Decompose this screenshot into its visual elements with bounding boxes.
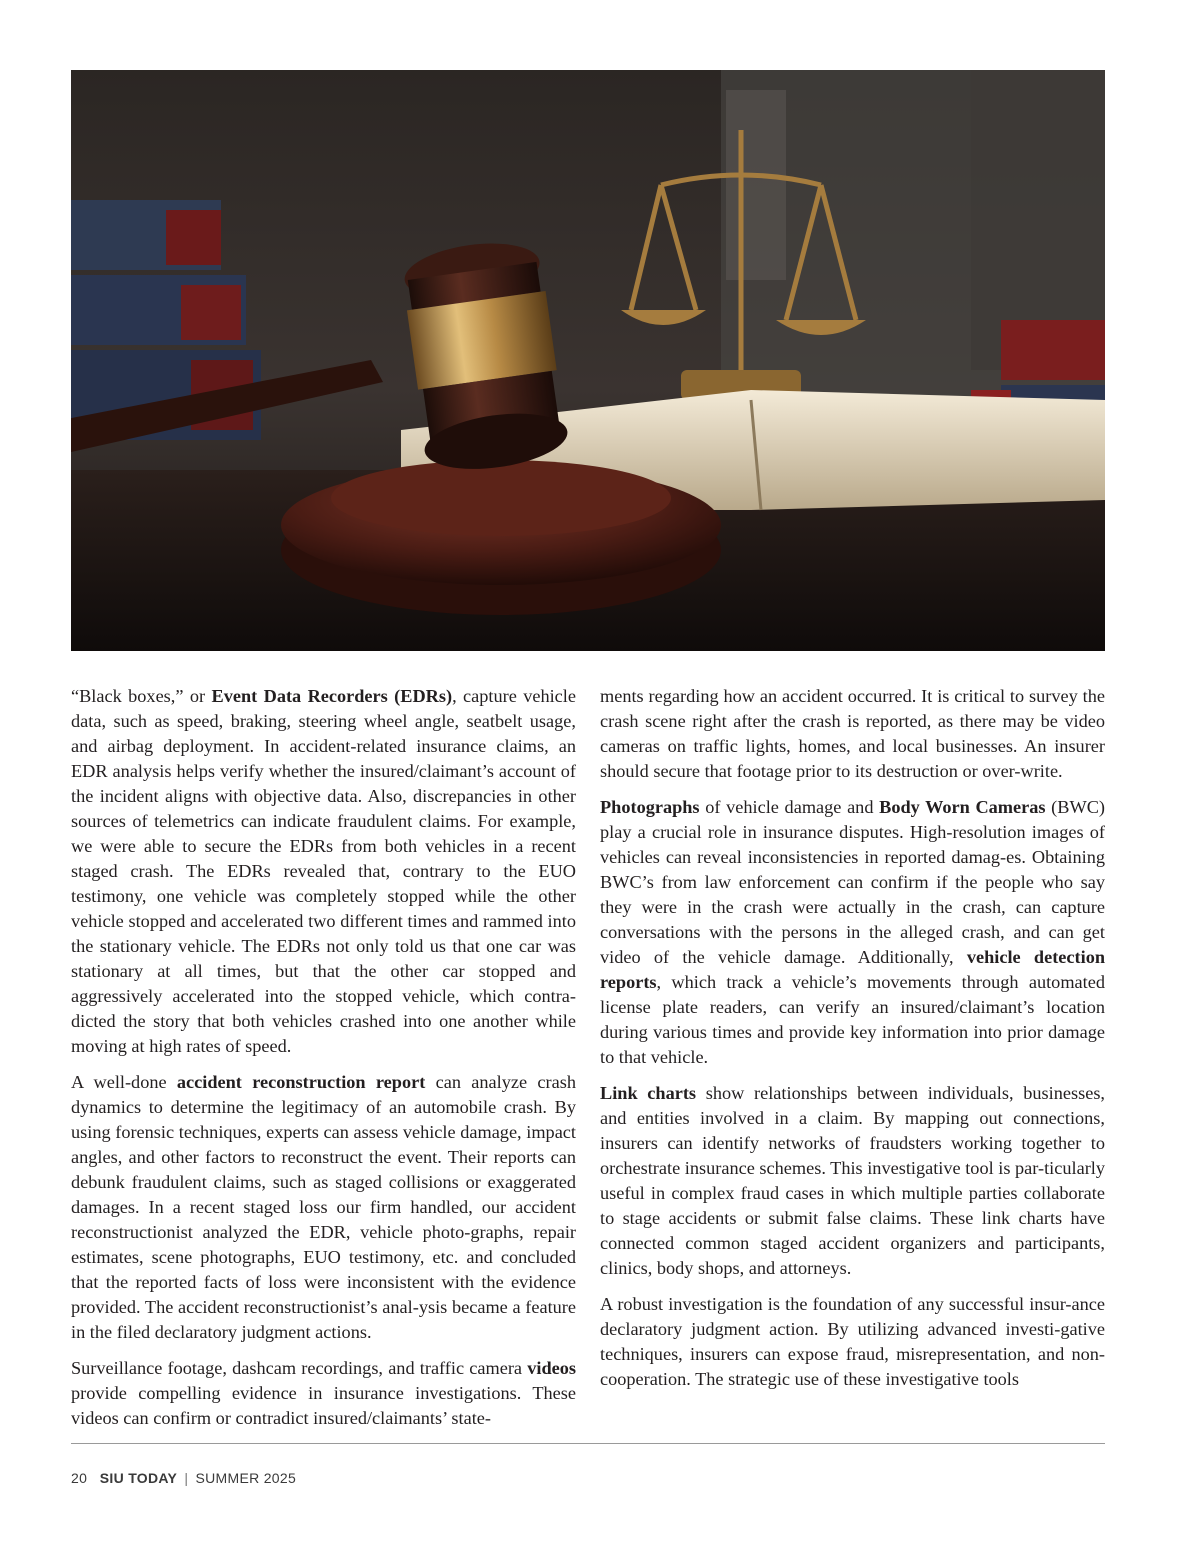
paragraph-conclusion: A robust investigation is the foundation of any successful insur-ance declaratory judgment action. By utilizing advanced investi-gative techniques, insurers can expose fraud, misrepresentation, and non-cooperation. The strategic use of these investigative tools xyxy=(600,1294,1105,1389)
paragraph-text: can analyze crash dynamics to determine the legitimacy of an automobile crash. By using forensic techniques, experts can assess vehicle damage, impact angles, and other factors to reconstruct the event. Their reports can debunk fraudulent claims, such as staged collisions or exaggerated damages. In a recent staged loss our firm handled, our accident reconstructionist analyzed the EDR, vehicle photo-graphs, repair estimates, scene photographs, EUO testimony, etc. and concluded that the reported facts of loss were inconsistent with the evidence provided. The accident reconstructionist’s anal-ysis became a feature in the filed declaratory judgment actions. xyxy=(71,1072,576,1342)
paragraph-video-continued: ments regarding how an accident occurred. It is critical to survey the crash scene right after the crash is reported, as there may be video cameras on traffic lights, homes, and local businesses. An insurer should secure that footage prior to its destruction or over-write. xyxy=(600,686,1105,781)
paragraph-text: of vehicle damage and xyxy=(699,797,880,817)
publication-name: SIU TODAY xyxy=(99,1470,178,1486)
paragraph-text: “Black boxes,” or xyxy=(71,686,212,706)
paragraph-videos xyxy=(71,1356,576,1431)
paragraph-text: (BWC) play a crucial role in insurance disputes. High-resolution images of vehicles can reveal inconsistencies in reported damag-es. Obtaining BWC’s from law enforcement can confirm if the people who say they were in the crash were actually in the crash, can capture conversations with the persons in the alleged crash, and can get video of the vehicle damage. Additionally, xyxy=(600,797,1105,967)
gavel-and-scales-photo-icon xyxy=(71,70,1105,651)
bold-term: Body Worn Cameras xyxy=(879,797,1046,817)
paragraph-accident-reconstruction xyxy=(71,1070,576,1345)
page-number: 20 xyxy=(71,1470,88,1486)
paragraph-text: A well-done xyxy=(71,1072,177,1092)
bold-term: Event Data Recorders (EDRs) xyxy=(211,686,453,706)
bold-term: Photographs xyxy=(600,797,700,817)
bold-term: Link charts xyxy=(600,1083,697,1103)
page-footer xyxy=(71,1470,296,1486)
footer-separator: | xyxy=(184,1470,189,1486)
issue-date: SUMMER 2025 xyxy=(195,1470,297,1486)
paragraph-link-charts xyxy=(600,1081,1105,1281)
footer-divider xyxy=(71,1443,1105,1444)
bold-term: videos xyxy=(527,1358,576,1378)
paragraph-text: , which track a vehicle’s movements through automated license plate readers, can verify an insured/claimant’s location during various times and provide key information into prior damage to that vehicle. xyxy=(600,972,1105,1067)
paragraph-photographs xyxy=(600,795,1105,1070)
paragraph-text: , capture vehicle data, such as speed, braking, steering wheel angle, seatbelt usage, and airbag deployment. In accident-related insurance claims, an EDR analysis helps verify whether the insured/claimant’s account of the incident aligns with objective data. Also, discrepancies in other sources of telemetrics can indicate fraudulent claims. For example, we were able to secure the EDRs from both vehicles in a recent staged crash. The EDRs revealed that, contrary to the EUO testimony, one vehicle was completely stopped while the other vehicle stopped and accelerated two different times and rammed into the stationary vehicle. The EDRs not only told us that one car was stationary at all times, but that the other car stopped and aggressively accelerated into the stopped vehicle, which contra-dicted the story that both vehicles crashed into one another while moving at high rates of speed. xyxy=(71,686,576,1056)
paragraph-text: Surveillance footage, dashcam recordings, and traffic camera xyxy=(71,1358,528,1378)
right-column xyxy=(600,684,1105,1403)
hero-image xyxy=(71,70,1105,651)
paragraph-edrs xyxy=(71,684,576,1059)
bold-term: vehicle detection reports xyxy=(600,947,1106,992)
paragraph-text: provide compelling evidence in insurance investigations. These videos can confirm or contradict insured/claimants’ state- xyxy=(71,1383,576,1428)
paragraph-text: show relationships between individuals, businesses, and entities involved in a claim. By mapping out connections, insurers can identify networks of fraudsters working together to orchestrate insurance schemes. This investigative tool is par-ticularly useful in complex fraud cases in which multiple parties collaborate to stage accidents or submit false claims. These link charts have connected common staged accident organizers and participants, clinics, body shops, and attorneys. xyxy=(600,1083,1105,1278)
left-column xyxy=(71,684,576,1442)
bold-term: accident reconstruction report xyxy=(176,1072,426,1092)
